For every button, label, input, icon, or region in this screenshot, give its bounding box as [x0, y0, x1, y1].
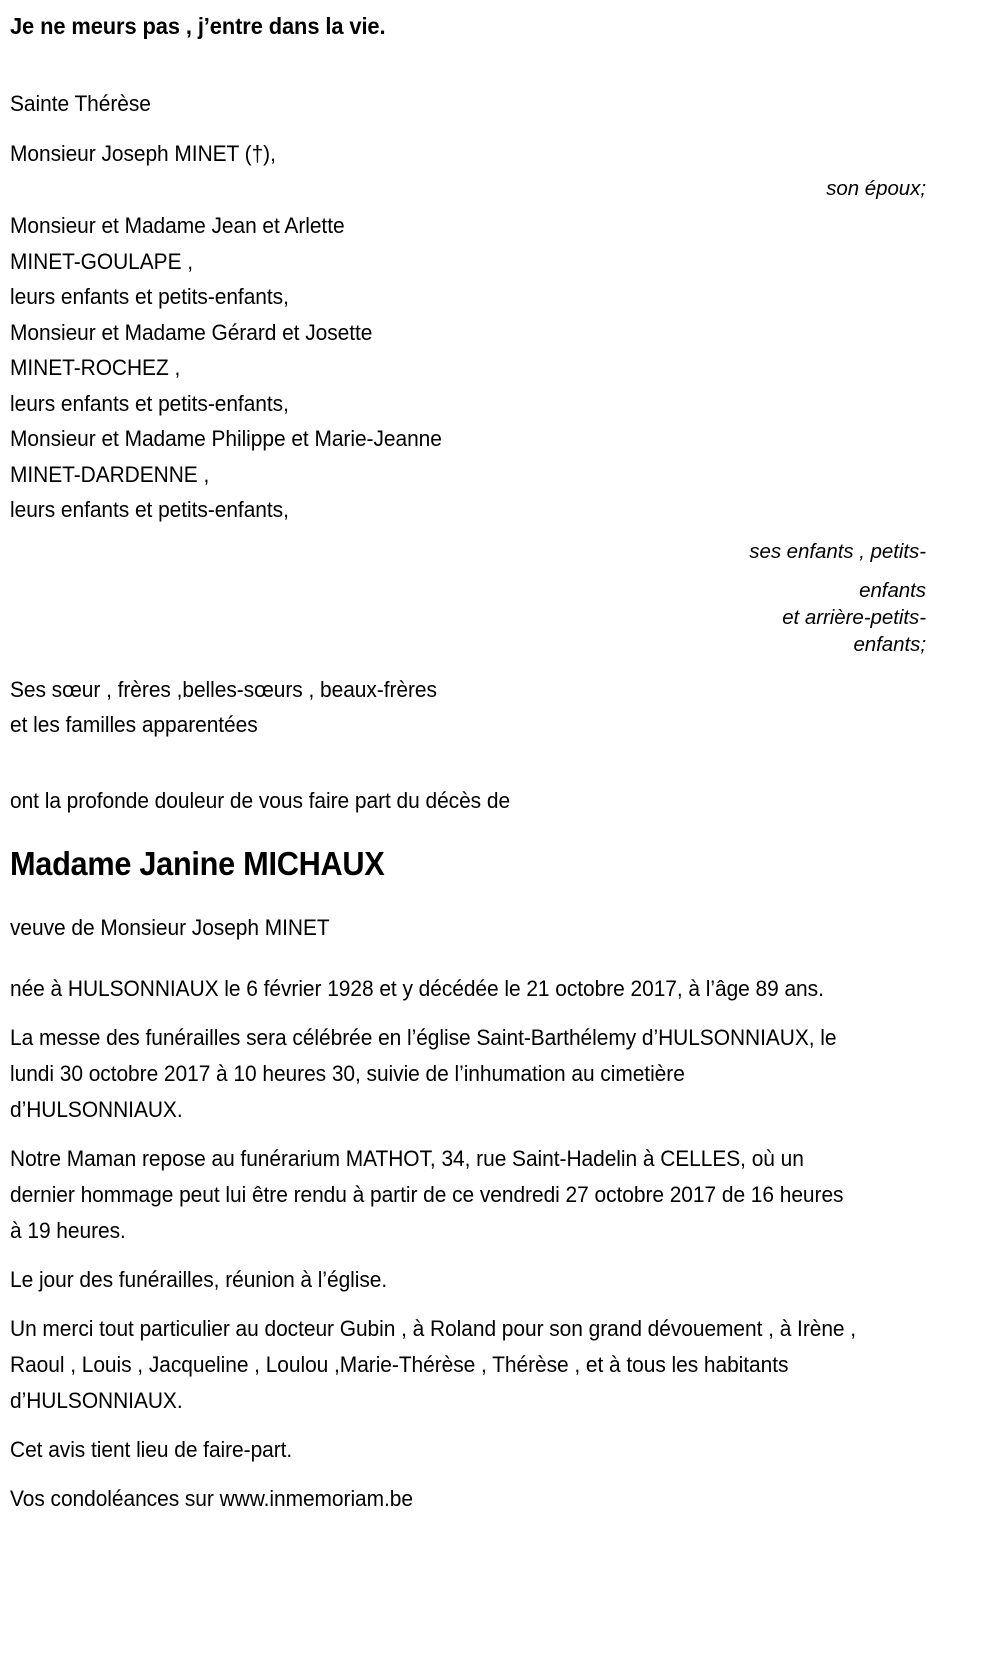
family-descendants-1: leurs enfants et petits-enfants,: [10, 284, 289, 310]
spacer: [10, 945, 928, 971]
deceased-name: Madame Janine MICHAUX: [10, 845, 385, 883]
children-relation-line-4: enfants;: [853, 632, 926, 656]
spouse-name: Monsieur Joseph MINET (†),: [10, 140, 276, 166]
spacer: [10, 658, 928, 672]
birth-death-info: née à HULSONNIAUX le 6 février 1928 et y décédée le 21 octobre 2017, à l’âge 89 ans.: [10, 976, 824, 1002]
children-relation: [10, 538, 928, 658]
family-descendants-3: leurs enfants et petits-enfants,: [10, 497, 289, 523]
family-group-1: [10, 208, 928, 315]
widow-of: veuve de Monsieur Joseph MINET: [10, 914, 330, 940]
spacer: [10, 122, 928, 136]
thanks-message: Un merci tout particulier au docteur Gubin , à Roland pour son grand dévouement , à Irène , Raoul , Louis , Jacqueline , Loulou ,Marie-Thérèse , Thérèse , et à tous les habitants d’HULSONNIAUX.: [10, 1316, 857, 1414]
family-surname-3: MINET-DARDENNE ,: [10, 461, 210, 487]
family-line-2: Monsieur et Madame Gérard et Josette: [10, 319, 373, 345]
faire-part-notice: Cet avis tient lieu de faire-part.: [10, 1437, 293, 1463]
spacer: [10, 884, 928, 910]
siblings-line-2: et les familles apparentées: [10, 712, 258, 738]
family-line-3: Monsieur et Madame Philippe et Marie-Jeanne: [10, 426, 442, 452]
family-line-1: Monsieur et Madame Jean et Arlette: [10, 213, 345, 239]
family-surname-2: MINET-ROCHEZ ,: [10, 355, 181, 381]
epigraph: Je ne meurs pas , j’entre dans la vie.: [10, 13, 386, 39]
condolences-info: Vos condoléances sur www.inmemoriam.be: [10, 1486, 413, 1512]
announcement-intro: ont la profonde douleur de vous faire part du décès de: [10, 787, 511, 813]
funeral-mass-info: La messe des funérailles sera célébrée en l’église Saint-Barthélemy d’HULSONNIAUX, le lundi 30 octobre 2017 à 10 heures 30, suivie de l’inhumation au cimetière d’HULSONNIAUX.: [10, 1025, 837, 1123]
siblings-line-1: Ses sœur , frères ,belles-sœurs , beaux-frères: [10, 676, 437, 702]
children-relation-line-3: et arrière-petits-: [782, 605, 926, 629]
visitation-info: Notre Maman repose au funérarium MATHOT, 34, rue Saint-Hadelin à CELLES, où un dernier hommage peut lui être rendu à partir de ce vendredi 27 octobre 2017 de 16 heures à 19 heures.: [10, 1146, 844, 1244]
spouse-relation: son époux;: [826, 177, 926, 201]
spacer: [10, 818, 928, 844]
children-relation-line-1: ses enfants , petits-: [749, 539, 926, 563]
children-relation-line-2: enfants: [859, 578, 926, 602]
family-group-2: [10, 315, 928, 422]
spacer: [10, 743, 928, 783]
family-descendants-2: leurs enfants et petits-enfants,: [10, 390, 289, 416]
family-group-3: [10, 421, 928, 528]
family-surname-1: MINET-GOULAPE ,: [10, 248, 194, 274]
epigraph-attribution: Sainte Thérèse: [10, 91, 151, 117]
gathering-info: Le jour des funérailles, réunion à l’église.: [10, 1267, 388, 1293]
